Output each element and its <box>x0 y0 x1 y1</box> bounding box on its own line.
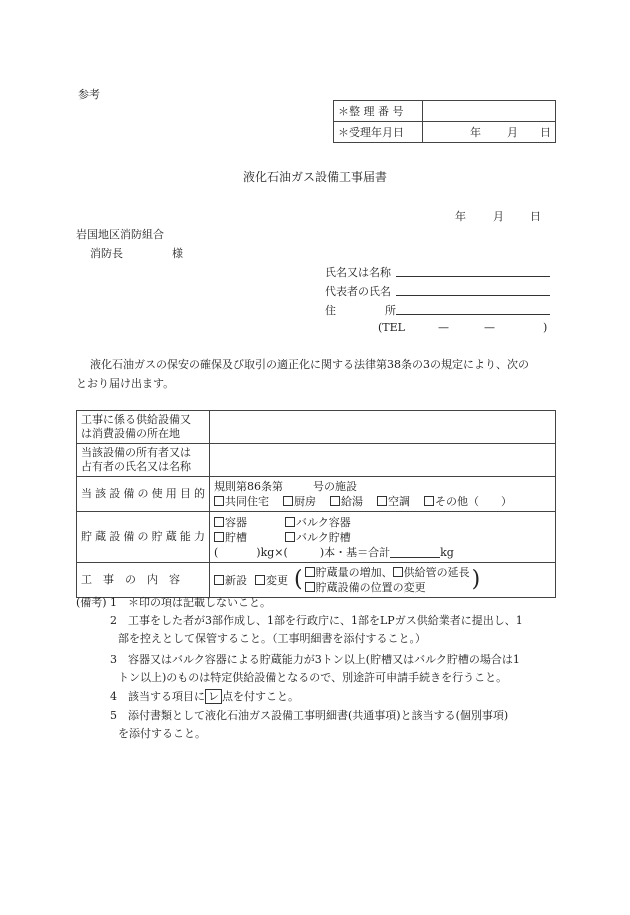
reference-label: 参考 <box>78 88 100 101</box>
brace-right-icon: ) <box>471 567 481 592</box>
date-year: 年 <box>455 210 466 223</box>
applicant-tel-open: (TEL <box>378 321 405 334</box>
applicant-addr-label-2: 所 <box>385 304 396 317</box>
owner-label: 当該設備の所有者又は 占有者の氏名又は名称 <box>77 444 210 477</box>
work-content-field <box>210 563 556 598</box>
location-field[interactable] <box>210 411 556 444</box>
receipt-date-label: ＊受理年月日 <box>334 122 423 143</box>
receipt-date-month: 月 <box>507 126 518 139</box>
receipt-date-year: 年 <box>470 126 481 139</box>
checkbox-icon <box>255 575 265 585</box>
applicant-tel-dash-1: — <box>438 321 449 334</box>
note-5-num: 5 <box>110 709 117 722</box>
checkbox-icon <box>214 517 224 527</box>
body-text-line1: 液化石油ガスの保安の確保及び取引の適正化に関する法律第38条の3の規定により、次の <box>90 358 529 371</box>
checkbox-icon <box>214 496 224 506</box>
work-opt-relocation[interactable]: 貯蔵設備の位置の変更 <box>305 581 426 594</box>
applicant-addr-line[interactable] <box>396 314 550 315</box>
note-2-num: 2 <box>110 614 117 627</box>
document-title: 液化石油ガス設備工事届書 <box>243 170 388 184</box>
capacity-label: 貯 蔵 設 備 の 貯 蔵 能 力 <box>77 512 210 563</box>
capacity-total-line[interactable] <box>390 547 440 558</box>
purpose-rule-prefix: 規則第86条第 <box>214 480 283 493</box>
note-4: 該当する項目に レ 点を付すこと。 <box>128 690 299 703</box>
work-opt-storage-increase[interactable]: 貯蔵量の増加、 <box>305 566 393 579</box>
purpose-label: 当 該 設 備 の 使 用 目 的 <box>77 477 210 512</box>
purpose-field <box>210 477 556 512</box>
checkbox-icon <box>214 532 224 542</box>
note-1-num: 1 <box>110 596 117 609</box>
note-5-line1: 添付書類として液化石油ガス設備工事明細書(共通事項)と該当する(個別事項) <box>128 709 509 722</box>
date-day: 日 <box>530 210 541 223</box>
registration-number-label: ＊整 理 番 号 <box>334 101 423 122</box>
purpose-opt-hotwater[interactable]: 給湯 <box>330 495 363 508</box>
work-opt-pipe-extension[interactable]: 供給管の延長 <box>393 566 470 579</box>
check-mark-icon: レ <box>205 689 222 704</box>
applicant-rep-label: 代表者の氏名 <box>325 285 391 298</box>
receipt-date-field[interactable] <box>423 122 556 143</box>
checkbox-icon <box>305 567 315 577</box>
applicant-addr-label-1: 住 <box>325 304 336 317</box>
addressee-honorific: 様 <box>172 247 183 260</box>
checkbox-icon <box>393 567 403 577</box>
receipt-date-day: 日 <box>540 126 551 139</box>
checkbox-icon <box>285 532 295 542</box>
work-content-label: 工 事 の 内 容 <box>77 563 210 598</box>
capacity-opt-bulk-tank[interactable]: バルク貯槽 <box>285 531 351 544</box>
notes-head: (備考) <box>76 596 107 609</box>
applicant-tel-close: ) <box>543 321 548 334</box>
capacity-opt-bulk-container[interactable]: バルク容器 <box>285 516 351 529</box>
checkbox-icon <box>424 496 434 506</box>
checkbox-icon <box>285 517 295 527</box>
purpose-opt-aircon[interactable]: 空調 <box>377 495 410 508</box>
owner-field[interactable] <box>210 444 556 477</box>
applicant-rep-line[interactable] <box>396 295 550 296</box>
note-3-num: 3 <box>110 653 117 666</box>
checkbox-icon <box>330 496 340 506</box>
admin-box <box>333 100 556 143</box>
checkbox-icon <box>214 575 224 585</box>
applicant-name-label: 氏名又は名称 <box>325 266 391 279</box>
date-month: 月 <box>493 210 504 223</box>
checkbox-icon <box>283 496 293 506</box>
checkbox-icon <box>377 496 387 506</box>
applicant-name-line[interactable] <box>396 276 550 277</box>
location-label: 工事に係る供給設備又 は消費設備の所在地 <box>77 411 210 444</box>
brace-left-icon: ( <box>294 567 303 592</box>
note-3-line2: トン以上)のものは特定供給設備となるので、別途許可申請手続きを行うこと。 <box>118 671 508 684</box>
capacity-opt-tank[interactable]: 貯槽 <box>214 530 285 545</box>
purpose-opt-apartment[interactable]: 共同住宅 <box>214 495 269 508</box>
checkbox-icon <box>305 582 315 592</box>
body-text-line2: とおり届け出ます。 <box>76 377 175 390</box>
capacity-formula: ( )kg×( )本・基＝合計 kg <box>214 545 454 559</box>
capacity-opt-container[interactable]: 容器 <box>214 515 285 530</box>
note-2-line2: 部を控えとして保管すること。（工事明細書を添付すること。） <box>118 632 426 645</box>
capacity-field <box>210 512 556 563</box>
note-3-line1: 容器又はバルク容器による貯蔵能力が3トン以上(貯槽又はバルク貯槽の場合は1 <box>128 653 520 666</box>
applicant-tel-dash-2: — <box>484 321 495 334</box>
purpose-rule-suffix: 号の施設 <box>313 480 357 493</box>
purpose-opt-other[interactable]: その他（ ） <box>424 495 512 508</box>
work-opt-change[interactable]: 変更 <box>255 573 288 588</box>
registration-number-field[interactable] <box>423 101 556 122</box>
note-2-line1: 工事をした者が3部作成し、1部を行政庁に、1部をLPガス供給業者に提出し、1 <box>128 614 523 627</box>
note-1: ＊印の項は記載しないこと。 <box>128 596 271 609</box>
work-opt-new[interactable]: 新設 <box>214 573 247 588</box>
addressee-chief: 消防長 <box>90 247 123 260</box>
details-table <box>76 410 556 598</box>
addressee-org: 岩国地区消防組合 <box>76 228 164 241</box>
note-5-line2: を添付すること。 <box>118 727 206 740</box>
purpose-opt-kitchen[interactable]: 厨房 <box>283 495 316 508</box>
note-4-num: 4 <box>110 690 117 703</box>
